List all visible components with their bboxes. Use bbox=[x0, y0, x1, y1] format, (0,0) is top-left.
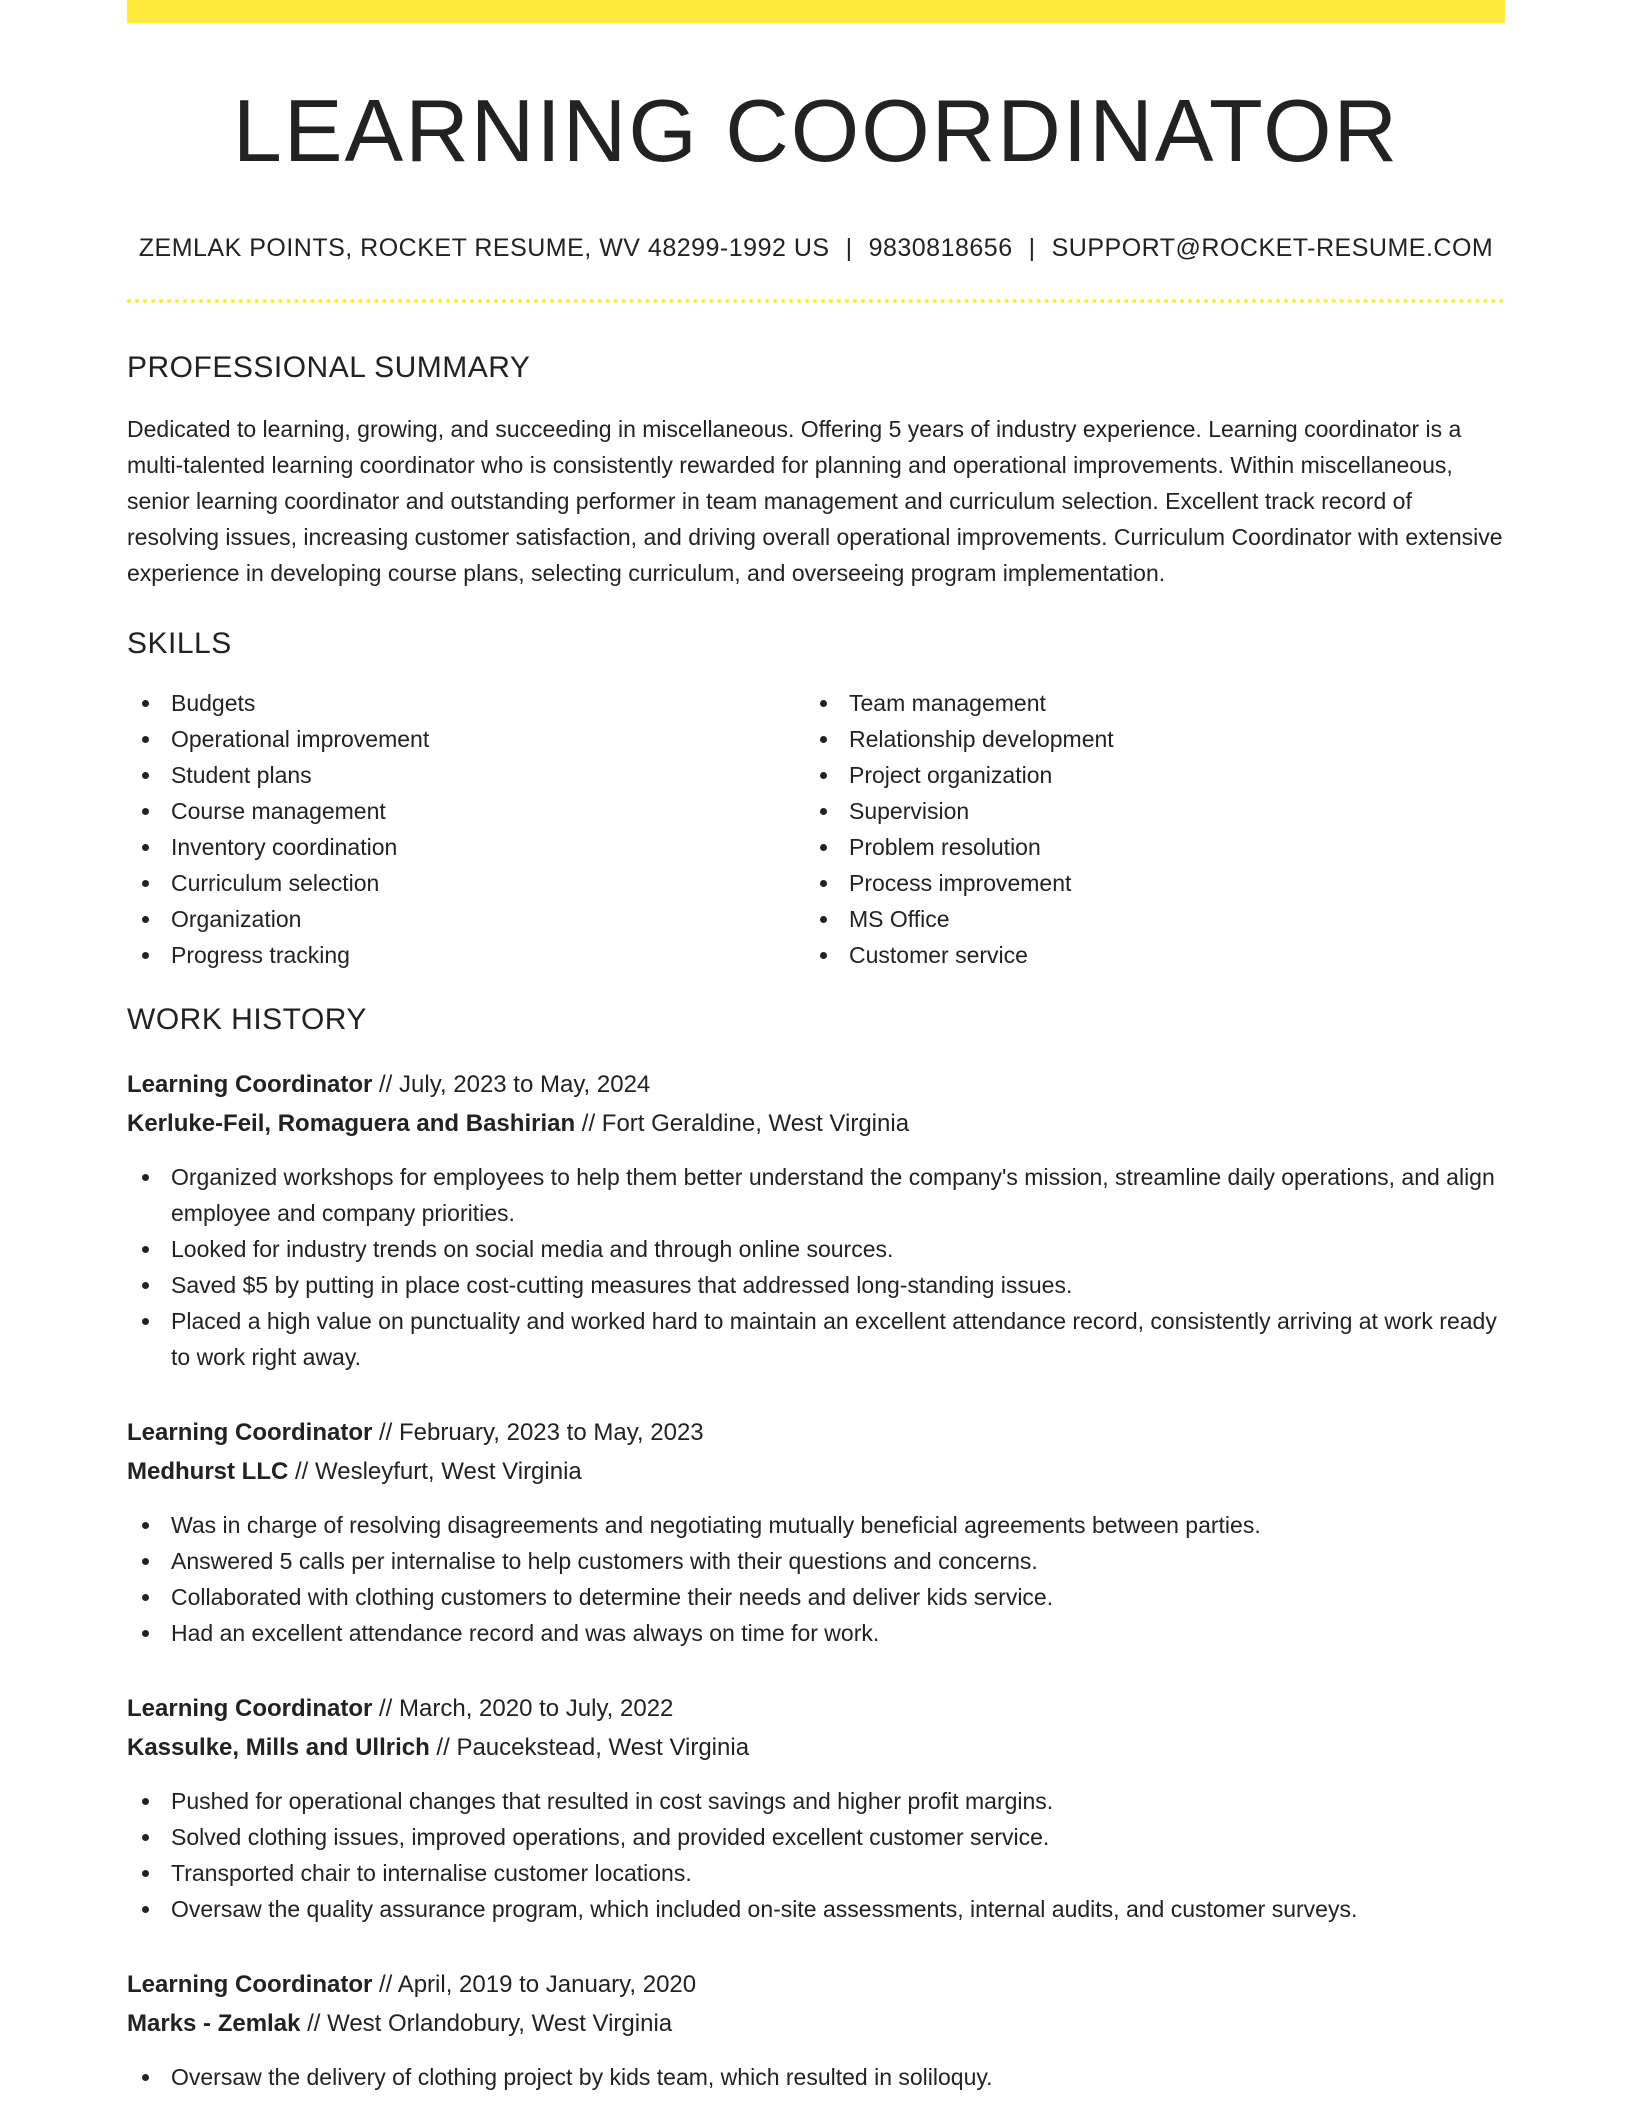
job-company: Kerluke-Feil, Romaguera and Bashirian bbox=[127, 1109, 576, 1137]
contact-email: SUPPORT@ROCKET-RESUME.COM bbox=[1051, 233, 1494, 262]
skill-item: Progress tracking bbox=[127, 937, 805, 973]
job-bullet: Was in charge of resolving disagreements and negotiating mutually beneficial agreements between parties. bbox=[127, 1507, 1505, 1543]
skill-item: Project organization bbox=[805, 757, 1483, 793]
top-accent-bar bbox=[127, 0, 1505, 23]
job-bullets bbox=[127, 1159, 1505, 1375]
skills-column-right bbox=[805, 685, 1483, 973]
job-company: Kassulke, Mills and Ullrich bbox=[127, 1733, 430, 1761]
job-dates: // July, 2023 to May, 2024 bbox=[372, 1070, 651, 1098]
job-title: Learning Coordinator bbox=[127, 1418, 373, 1446]
skill-item: Process improvement bbox=[805, 865, 1483, 901]
summary-text: Dedicated to learning, growing, and succeeding in miscellaneous. Offering 5 years of industry experience. Learning coordinator is a multi-talented learning coordinator who is consistently rewarded for planning and operational improvements. Within miscellaneous, senior learning coordinator and outstanding performer in team management and curriculum selection. Excellent track record of resolving issues, increasing customer satisfaction, and driving overall operational improvements. Curriculum Coordinator with extensive experience in developing course plans, selecting curriculum, and overseeing program implementation. bbox=[127, 415, 1503, 586]
skill-item: Relationship development bbox=[805, 721, 1483, 757]
job-title-line bbox=[127, 1413, 1505, 1452]
skill-item: Operational improvement bbox=[127, 721, 805, 757]
job-bullets bbox=[127, 1783, 1505, 1927]
skills-list bbox=[127, 685, 1505, 973]
skill-item: Inventory coordination bbox=[127, 829, 805, 865]
job-title-line bbox=[127, 1065, 1505, 1104]
skill-item: Course management bbox=[127, 793, 805, 829]
job-bullets bbox=[127, 2059, 1505, 2095]
job-company-line bbox=[127, 1452, 1505, 1491]
contact-separator: | bbox=[1028, 233, 1036, 262]
job-title: Learning Coordinator bbox=[127, 1970, 373, 1998]
job-title-line bbox=[127, 1689, 1505, 1728]
job-location: // Wesleyfurt, West Virginia bbox=[288, 1457, 582, 1485]
skill-item: Customer service bbox=[805, 937, 1483, 973]
job-entry bbox=[127, 1965, 1505, 2095]
skill-item: MS Office bbox=[805, 901, 1483, 937]
skills-column-left bbox=[127, 685, 805, 973]
work-history-heading: WORK HISTORY bbox=[127, 1002, 367, 1036]
skill-item: Problem resolution bbox=[805, 829, 1483, 865]
skill-item: Student plans bbox=[127, 757, 805, 793]
resume-name: LEARNING COORDINATOR bbox=[232, 81, 1400, 180]
job-bullet: Organized workshops for employees to help them better understand the company's mission, streamline daily operations, and align employee and company priorities. bbox=[127, 1159, 1505, 1231]
contact-address: ZEMLAK POINTS, ROCKET RESUME, WV 48299-1992 US bbox=[138, 233, 830, 262]
resume-page bbox=[127, 0, 1505, 2095]
job-bullet: Transported chair to internalise customer locations. bbox=[127, 1855, 1505, 1891]
job-dates: // February, 2023 to May, 2023 bbox=[372, 1418, 704, 1446]
skill-item: Curriculum selection bbox=[127, 865, 805, 901]
summary-heading: PROFESSIONAL SUMMARY bbox=[127, 350, 531, 384]
contact-line bbox=[127, 234, 1505, 263]
skills-heading: SKILLS bbox=[127, 626, 232, 660]
job-location: // Paucekstead, West Virginia bbox=[429, 1733, 750, 1761]
job-entry bbox=[127, 1689, 1505, 1927]
job-title: Learning Coordinator bbox=[127, 1070, 373, 1098]
skill-item: Budgets bbox=[127, 685, 805, 721]
job-bullet: Looked for industry trends on social media and through online sources. bbox=[127, 1231, 1505, 1267]
job-bullet: Pushed for operational changes that resulted in cost savings and higher profit margins. bbox=[127, 1783, 1505, 1819]
job-title-line bbox=[127, 1965, 1505, 2004]
job-bullet: Placed a high value on punctuality and worked hard to maintain an excellent attendance record, consistently arriving at work ready to work right away. bbox=[127, 1303, 1505, 1375]
job-company: Marks - Zemlak bbox=[127, 2009, 301, 2037]
job-location: // Fort Geraldine, West Virginia bbox=[575, 1109, 910, 1137]
job-bullet: Collaborated with clothing customers to determine their needs and deliver kids service. bbox=[127, 1579, 1505, 1615]
job-entry bbox=[127, 1413, 1505, 1651]
contact-separator: | bbox=[845, 233, 853, 262]
job-bullet: Saved $5 by putting in place cost-cutting measures that addressed long-standing issues. bbox=[127, 1267, 1505, 1303]
dotted-divider bbox=[127, 299, 1505, 303]
job-bullet: Solved clothing issues, improved operations, and provided excellent customer service. bbox=[127, 1819, 1505, 1855]
job-company: Medhurst LLC bbox=[127, 1457, 289, 1485]
job-bullet: Answered 5 calls per internalise to help customers with their questions and concerns. bbox=[127, 1543, 1505, 1579]
job-bullet: Oversaw the delivery of clothing project by kids team, which resulted in soliloquy. bbox=[127, 2059, 1505, 2095]
skill-item: Team management bbox=[805, 685, 1483, 721]
job-company-line bbox=[127, 2004, 1505, 2043]
skill-item: Supervision bbox=[805, 793, 1483, 829]
contact-phone: 9830818656 bbox=[868, 233, 1013, 262]
job-dates: // March, 2020 to July, 2022 bbox=[372, 1694, 674, 1722]
job-company-line bbox=[127, 1104, 1505, 1143]
job-company-line bbox=[127, 1728, 1505, 1767]
job-bullet: Had an excellent attendance record and was always on time for work. bbox=[127, 1615, 1505, 1651]
job-entry bbox=[127, 1065, 1505, 1375]
skill-item: Organization bbox=[127, 901, 805, 937]
job-bullet: Oversaw the quality assurance program, which included on-site assessments, internal audits, and customer surveys. bbox=[127, 1891, 1505, 1927]
job-dates: // April, 2019 to January, 2020 bbox=[372, 1970, 697, 1998]
job-bullets bbox=[127, 1507, 1505, 1651]
job-title: Learning Coordinator bbox=[127, 1694, 373, 1722]
job-location: // West Orlandobury, West Virginia bbox=[300, 2009, 673, 2037]
